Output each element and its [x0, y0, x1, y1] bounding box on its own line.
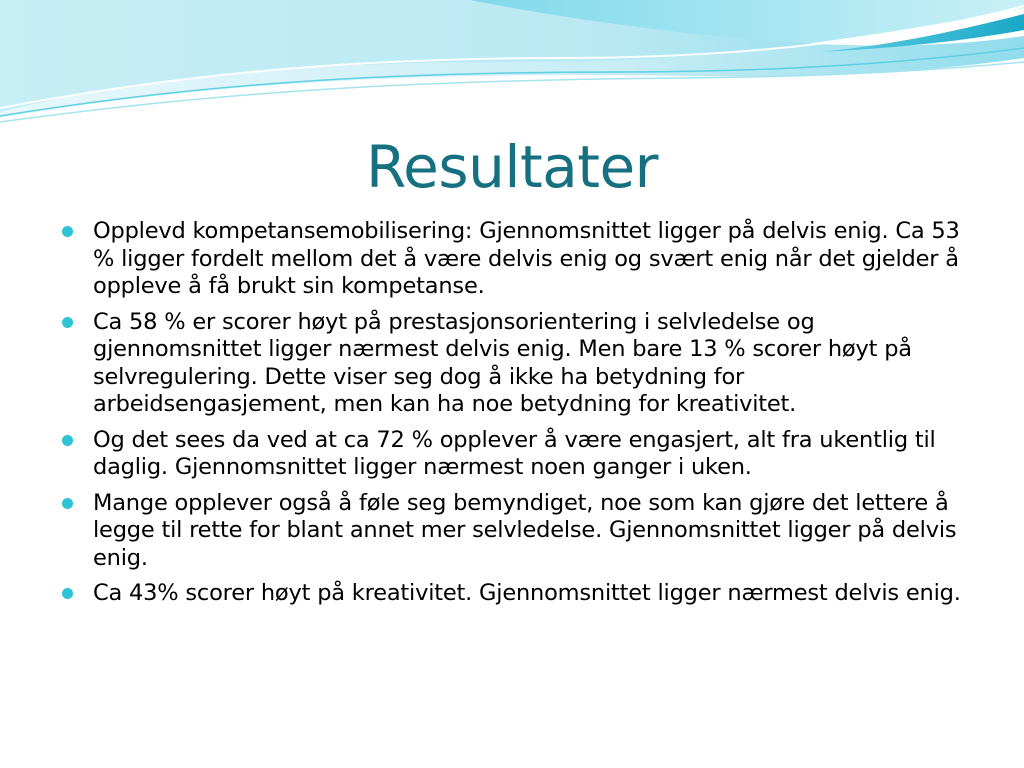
- bullet-list: [62, 218, 962, 616]
- bullet-text: Og det sees da ved at ca 72 % opplever å være engasjert, alt fra ukentlig til daglig. Gjennomsnittet ligger nærmest noen ganger i uken.: [93, 426, 936, 480]
- bullet-text: Ca 43% scorer høyt på kreativitet. Gjennomsnittet ligger nærmest delvis enig.: [93, 580, 961, 606]
- bullet-item: [62, 427, 962, 482]
- bullet-text: Ca 58 % er scorer høyt på prestasjonsorientering i selvledelse og gjennomsnittet ligger nærmest delvis enig. Men bare 13 % scorer høyt på selvregulering. Dette viser seg dog å ikke ha betydning for arbeidsengasjement, men kan ha noe betydning for kreativitet.: [93, 308, 912, 417]
- bullet-dot-icon: [62, 498, 73, 509]
- bullet-dot-icon: [62, 317, 73, 328]
- bullet-item: [62, 580, 962, 608]
- bullet-dot-icon: [62, 588, 73, 599]
- bullet-text: Opplevd kompetansemobilisering: Gjennomsnittet ligger på delvis enig. Ca 53 % ligger fordelt mellom det å være delvis enig og svært enig når det gjelder å oppleve å få brukt sin kompetanse.: [93, 218, 960, 299]
- wave-header-graphic: [0, 0, 1024, 130]
- bullet-dot-icon: [62, 435, 73, 446]
- bullet-item: [62, 490, 962, 573]
- bullet-item: [62, 218, 962, 301]
- slide-title: Resultater: [365, 133, 659, 201]
- bullet-item: [62, 309, 962, 419]
- bullet-dot-icon: [62, 226, 73, 237]
- bullet-text: Mange opplever også å føle seg bemyndiget, noe som kan gjøre det lettere å legge til rette for blant annet mer selvledelse. Gjennomsnittet ligger på delvis enig.: [93, 489, 957, 571]
